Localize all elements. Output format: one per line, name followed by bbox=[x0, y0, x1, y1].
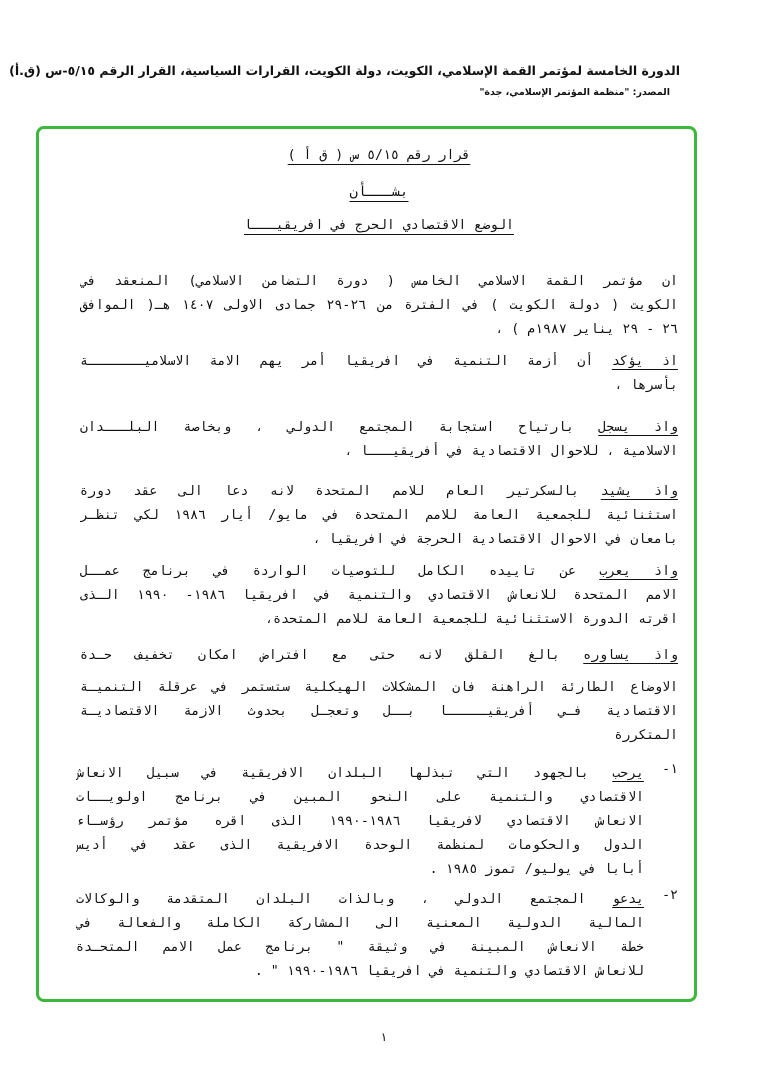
clause-keyword: واذ يسجل bbox=[598, 420, 678, 435]
operative-body bbox=[76, 888, 644, 984]
clause-line: الامم المتحدة للانعاش الاقتصادي والتنمية في افريقيا ١٩٨٦- ١٩٩٠ الـذى bbox=[80, 588, 678, 603]
operative-line: للانعاش الاقتصادي والتنمية في افريقيا ١٩٨٦-١٩٩٠ " . bbox=[254, 964, 644, 979]
clause-line: المتكررة bbox=[614, 728, 678, 743]
operative-keyword: يدعو bbox=[612, 892, 644, 907]
clause-line: بامعان في الاحوال الاقتصادية الحرجة في افريقيا ، bbox=[312, 532, 678, 547]
paragraph-number: ٢- bbox=[662, 888, 678, 903]
operative-line: أبابا في يوليو/ تموز ١٩٨٥ . bbox=[429, 862, 644, 877]
page-number: ١ bbox=[380, 1030, 388, 1044]
clause-keyword: واذ يعرب bbox=[599, 564, 678, 579]
clause-keyword: اذ يؤكد bbox=[611, 354, 678, 369]
clause-line: واذ يعرب عن تاييده الكامل للتوصيات الواردة في برنامج عمــل bbox=[80, 564, 678, 579]
clause-affirms bbox=[80, 350, 678, 398]
clause-line: استثنائية للجمعية العامة للامم المتحدة في مايو/ أيار ١٩٨٦ لكي تنظـر bbox=[80, 508, 678, 523]
clause-line: اقرته الدورة الاستثنائية للجمعية العامة للامم المتحدة، bbox=[265, 612, 678, 627]
operative-line: الدول والحكومات لمنظمة الوحدة الافريقية الذى عقد في أديس bbox=[76, 838, 644, 853]
preamble-line: الكويت ( دولة الكويت ) في الفترة من ٢٦-٢٩ جمادى الاولى ١٤٠٧ هـ( الموافق bbox=[80, 298, 678, 313]
clause-line: واذ يساوره بالغ القلق لانه حتى مع افتراض امكان تخفيف حـدة bbox=[80, 648, 678, 663]
clause-notes bbox=[80, 416, 678, 464]
preamble-line: ٢٦ - ٢٩ يناير ١٩٨٧م ) ، bbox=[495, 322, 678, 337]
preamble-line: ان مؤتمر القمة الاسلامي الخامس ( دورة التضامن الاسلامي) المنعقد في bbox=[80, 274, 678, 289]
clause-concerned bbox=[80, 644, 678, 748]
clause-line: واذ يشيد بالسكرتير العام للامم المتحدة لانه دعا الى عقد دورة bbox=[80, 484, 678, 499]
clause-line: الاسلامية ، للاحوال الاقتصادية في أفريقيـــا ، bbox=[344, 444, 678, 459]
operative-keyword: يرحب bbox=[612, 766, 644, 781]
clause-commends bbox=[80, 480, 678, 552]
preamble-paragraph bbox=[80, 270, 678, 342]
resolution-number: قرار رقم ٥/١٥ س ( ق أ ) bbox=[287, 148, 471, 163]
clause-line: الاوضاع الطارئة الراهنة فان المشكلات الهيكلية ستستمر في عرقلة التنميـة bbox=[80, 680, 678, 695]
operative-line: الانعاش الاقتصادي لافريقيا ١٩٨٦-١٩٩٠ الذى اقره مؤتمر رؤسـاء bbox=[76, 814, 644, 829]
document-header bbox=[9, 62, 680, 100]
clause-line: واذ يسجل بارتياح استجابة المجتمع الدولي ، وبخاصة البلـــدان bbox=[80, 420, 678, 435]
operative-line: يرحب بالجهود التي تبذلها البلدان الافريقية في سبيل الانعاش bbox=[76, 766, 644, 781]
operative-line: الاقتصادي والتنمية على النحو المبين في برنامج اولويــات bbox=[76, 790, 644, 805]
operative-line: المالية الدولية المعنية الى المشاركة الكاملة والفعالة في bbox=[76, 916, 644, 931]
operative-line: خطة الانعاش المبينة في وثيقة " برنامج عمل الامم المتحـدة bbox=[76, 940, 644, 955]
header-title: الدورة الخامسة لمؤتمر القمة الإسلامي، الكويت، دولة الكويت، القرارات السياسية، القرار الرقم ٥/١٥-س (ق.أ) bbox=[9, 63, 680, 78]
operative-line: يدعو المجتمع الدولي ، وبالذات البلدان المتقدمة والوكالات bbox=[76, 892, 644, 907]
concerning-label: بشـــأن bbox=[349, 184, 409, 200]
header-source: المصدر: "منظمة المؤتمر الإسلامي، جدة" bbox=[479, 87, 670, 98]
clause-line: بأسرها ، bbox=[614, 378, 678, 393]
clause-expresses bbox=[80, 560, 678, 632]
resolution-subject: الوضع الاقتصادي الحرج في افريقيـــا bbox=[244, 218, 514, 233]
clause-line: اذ يؤكد أن أزمة التنمية في افريقيا أمر يهم الامة الاسلاميـــــــة bbox=[80, 354, 678, 369]
clause-line: الاقتصادية فـي أفريقيـــــا بــل وتعجـل بحدوث الازمة الاقتصاديـة bbox=[80, 704, 678, 719]
clause-keyword: واذ يساوره bbox=[583, 648, 678, 663]
operative-body bbox=[76, 762, 644, 882]
clause-keyword: واذ يشيد bbox=[600, 484, 678, 499]
paragraph-number: ١- bbox=[662, 762, 678, 777]
